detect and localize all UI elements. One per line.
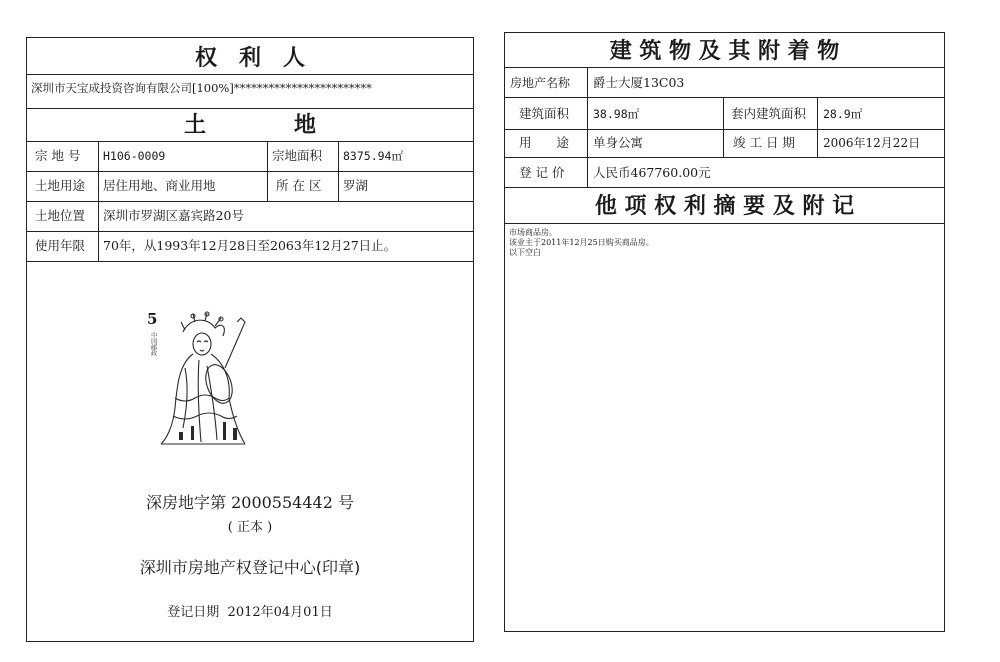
divider	[27, 108, 473, 109]
land-location-value: 深圳市罗湖区嘉宾路20号	[103, 208, 244, 223]
divider	[27, 141, 473, 142]
building-header: 建 筑 物 及 其 附 着 物	[609, 38, 840, 64]
stamp-denomination: 5	[147, 310, 158, 328]
land-term-label: 使用年限	[35, 238, 86, 253]
left-certificate-page	[26, 37, 474, 642]
land-number-value: H106-0009	[103, 149, 166, 163]
certificate-number: 深房地字第 2000554442 号	[146, 493, 354, 512]
divider	[505, 129, 944, 130]
usage-label: 用 途	[519, 135, 570, 150]
property-name-value: 爵士大厦13C03	[593, 75, 685, 90]
note-line: 市场商品房。	[509, 228, 557, 237]
land-area-value: 8375.94㎡	[343, 149, 403, 163]
land-use-value: 居住用地、商业用地	[103, 178, 216, 193]
divider	[587, 67, 588, 187]
land-number-label: 宗 地 号	[35, 148, 81, 163]
property-name-label: 房地产名称	[510, 76, 571, 90]
land-location-label: 土地位置	[35, 208, 86, 223]
floor-area-label: 建筑面积	[519, 106, 570, 121]
land-use-label: 土地用途	[35, 178, 86, 193]
divider	[338, 141, 339, 201]
divider	[267, 141, 268, 201]
land-area-label: 宗地面积	[272, 148, 323, 163]
inner-area-value: 28.9㎡	[823, 107, 863, 121]
right-certificate-page	[504, 32, 945, 632]
divider	[505, 67, 944, 68]
divider	[27, 231, 473, 232]
floor-area-value: 38.98㎡	[593, 107, 640, 121]
note-line: 以下空白	[509, 248, 541, 257]
inner-area-label: 套内建筑面积	[731, 106, 807, 121]
land-header: 土 地	[183, 112, 316, 138]
issuing-authority: 深圳市房地产权登记中心(印章)	[139, 558, 361, 577]
stamp-vertical-text: 中国邮政	[149, 332, 157, 356]
opera-figure-drawing	[145, 308, 255, 448]
registration-date-label: 登记日期	[167, 605, 220, 620]
divider	[27, 261, 473, 262]
registration-date: 2012年04月01日	[227, 605, 333, 620]
divider	[27, 74, 473, 75]
registered-price-value: 人民币467760.00元	[593, 165, 711, 180]
rights-holder-header: 权 利 人	[194, 45, 305, 71]
registered-price-label: 登 记 价	[519, 165, 565, 180]
registration-date-line	[27, 601, 473, 620]
rights-holder-text: 深圳市天宝成投资咨询有限公司[100%]************************	[31, 81, 372, 95]
usage-value: 单身公寓	[593, 135, 644, 150]
land-term-value: 70年，从1993年12月28日至2063年12月27日止。	[103, 238, 397, 253]
district-label: 所 在 区	[276, 178, 322, 193]
divider	[98, 141, 99, 261]
note-line: 该业主于2011年12月25日购买商品房。	[509, 238, 654, 247]
divider	[817, 97, 818, 157]
divider	[27, 171, 473, 172]
divider	[723, 97, 724, 157]
opera-figure-stamp-icon	[145, 308, 255, 448]
divider	[505, 97, 944, 98]
divider	[505, 223, 944, 224]
divider	[27, 201, 473, 202]
certificate-type: ( 正本 )	[227, 520, 273, 535]
district-value: 罗湖	[343, 178, 369, 193]
completion-date-value: 2006年12月22日	[823, 136, 921, 150]
divider	[505, 157, 944, 158]
completion-date-label: 竣 工 日 期	[733, 135, 795, 150]
divider	[505, 187, 944, 188]
notes-header: 他 项 权 利 摘 要 及 附 记	[594, 193, 855, 219]
